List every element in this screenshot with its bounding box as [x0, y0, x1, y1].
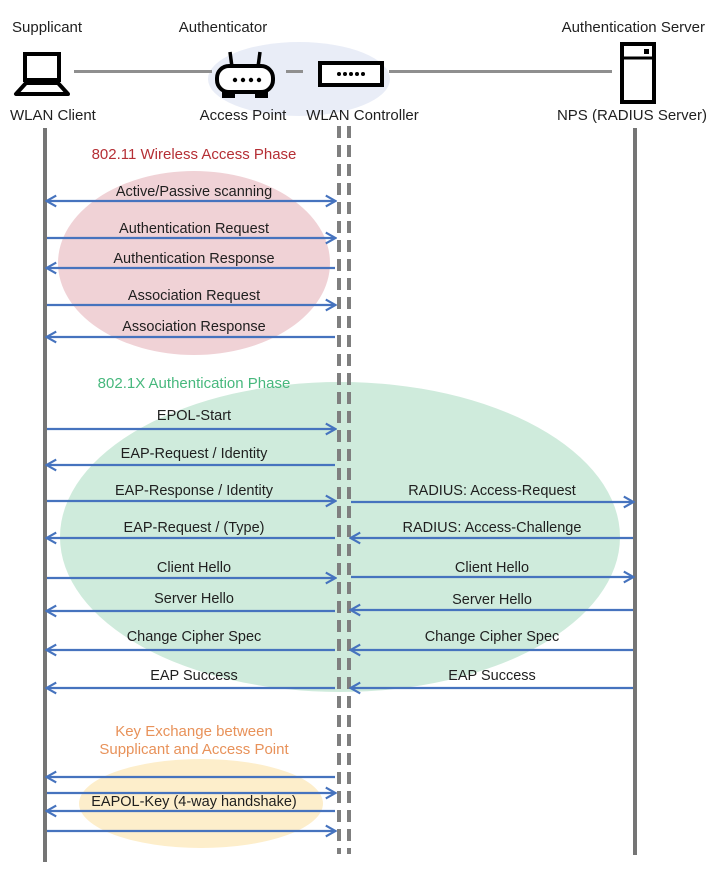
- device-label-wlan-controller: WLAN Controller: [306, 107, 419, 124]
- message-label-client-hello-right: Client Hello: [454, 560, 530, 576]
- wlan-controller-icon: [318, 61, 384, 87]
- phase2-title: 802.1X Authentication Phase: [97, 375, 291, 392]
- message-label-radius-access-request: RADIUS: Access-Request: [408, 483, 576, 499]
- message-label-eap-request-identity: EAP-Request / Identity: [120, 446, 268, 462]
- laptop-icon: [12, 52, 72, 98]
- phase3-title: [50, 723, 338, 759]
- message-label-change-cipher-spec-right: Change Cipher Spec: [424, 629, 560, 645]
- message-label-epol-start: EPOL-Start: [156, 408, 232, 424]
- message-label-server-hello-left: Server Hello: [154, 591, 234, 607]
- device-label-access-point: Access Point: [199, 107, 287, 124]
- phase3-title-line1: Key Exchange between: [115, 723, 273, 740]
- message-label-eapol-key-handshake: EAPOL-Key (4-way handshake): [91, 794, 297, 810]
- device-label-nps-radius-server: NPS (RADIUS Server): [556, 107, 707, 124]
- access-point-icon: [213, 51, 277, 101]
- actor-role-supplicant: Supplicant: [12, 19, 83, 36]
- phase1-title: 802.11 Wireless Access Phase: [91, 146, 297, 163]
- actor-role-authentication-server: Authentication Server: [561, 19, 705, 36]
- server-icon: [620, 42, 656, 104]
- message-label-eap-success-right: EAP Success: [448, 668, 536, 684]
- message-label-radius-access-challenge: RADIUS: Access-Challenge: [402, 520, 582, 536]
- message-label-eap-request-type: EAP-Request / (Type): [123, 520, 265, 536]
- message-label-eap-success-left: EAP Success: [150, 668, 238, 684]
- message-label-server-hello-right: Server Hello: [452, 592, 532, 608]
- message-label-authentication-request: Authentication Request: [119, 221, 269, 237]
- message-label-association-request: Association Request: [127, 288, 261, 304]
- message-label-change-cipher-spec-left: Change Cipher Spec: [126, 629, 262, 645]
- device-label-wlan-client: WLAN Client: [10, 107, 96, 124]
- actor-role-authenticator: Authenticator: [178, 19, 268, 36]
- message-label-client-hello-left: Client Hello: [156, 560, 232, 576]
- message-label-eap-response-identity: EAP-Response / Identity: [115, 483, 273, 499]
- message-label-association-response: Association Response: [122, 319, 266, 335]
- message-label-active-passive-scanning: Active/Passive scanning: [115, 184, 273, 200]
- phase3-title-line2: Supplicant and Access Point: [99, 741, 289, 758]
- message-label-authentication-response: Authentication Response: [113, 251, 275, 267]
